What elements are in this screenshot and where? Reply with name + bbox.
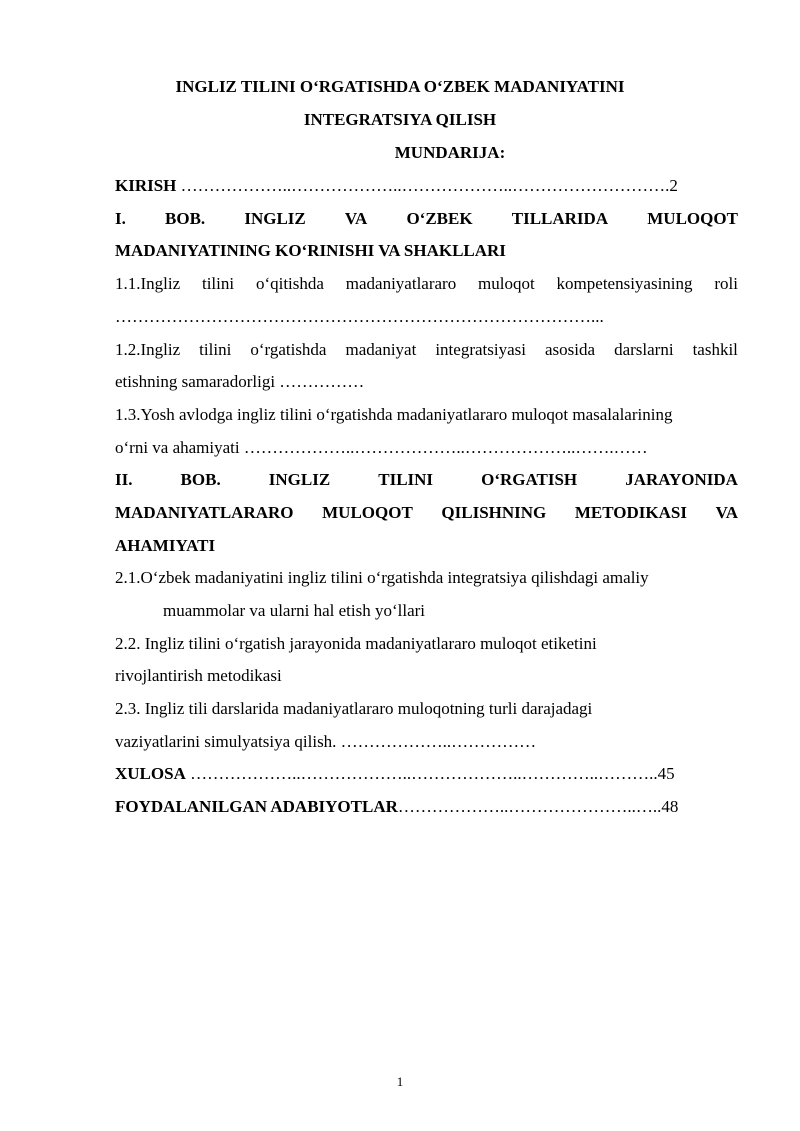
toc-section-2-3-line-1: 2.3. Ingliz tili darslarida madaniyatlararo muloqotning turli darajadagi [115,699,593,718]
toc-word: BOB. [180,470,221,489]
toc-entry-label: KIRISH [115,176,177,195]
toc-word: 1.2.Ingliz [115,340,181,359]
toc-section-2-2-line-1: 2.2. Ingliz tilini o‘rgatish jarayonida madaniyatlararo muloqot etiketini [115,634,597,653]
toc-section-1-2-line-1 [115,339,738,361]
toc-leader-dots: ………………..………………..………………..…………..………..45 [185,764,675,783]
toc-word: JARAYONIDA [625,470,738,489]
toc-word: VA [715,503,738,522]
toc-word: o‘qitishda [255,274,324,293]
toc-chapter-1-line-1 [115,208,738,230]
toc-chapter-2-line-1 [115,469,738,491]
toc-word: INGLIZ [268,470,331,489]
toc-section-2-1-line-1: 2.1.O‘zbek madaniyatini ingliz tilini o‘rgatishda integratsiya qilishdagi amaliy [115,568,649,587]
toc-word: BOB. [165,209,206,228]
toc-word: roli [714,274,738,293]
toc-word: o‘rgatishda [250,340,327,359]
toc-word: TILLARIDA [511,209,609,228]
document-title-line-2: INTEGRATSIYA QILISH [303,110,497,129]
toc-section-2-1-line-2: muammolar va ularni hal etish yo‘llari [163,601,426,620]
toc-word: QILISHNING [441,503,547,522]
toc-word: MULOQOT [322,503,413,522]
toc-word: tilini [199,340,232,359]
toc-chapter-2-line-3: AHAMIYATI [115,536,216,555]
toc-entry-intro [115,175,678,197]
toc-leader-dots: ………………..………………..………………..……………………….2 [176,176,678,195]
toc-word: kompetensiyasining [556,274,693,293]
toc-word: O‘ZBEK [406,209,473,228]
toc-entry-conclusion [115,763,675,785]
toc-leader-dots: ………………..…………………..…..48 [397,797,679,816]
toc-word: muloqot [478,274,535,293]
toc-word: MULOQOT [647,209,738,228]
toc-section-1-3-line-2: o‘rni va ahamiyati ………………..………………..………………..…….…… [115,438,648,457]
toc-word: madaniyatlararo [345,274,457,293]
toc-word: darslarni [614,340,674,359]
toc-section-1-3-line-1: 1.3.Yosh avlodga ingliz tilini o‘rgatishda madaniyatlararo muloqot masalalarining [115,405,673,424]
toc-word: METODIKASI [574,503,687,522]
toc-entry-label: XULOSA [115,764,186,783]
toc-section-1-1-line-2: …………………………………………………………………………... [115,307,604,326]
toc-chapter-1-line-2: MADANIYATINING KO‘RINISHI VA SHAKLLARI [115,241,506,260]
toc-word: VA [344,209,368,228]
toc-word: integratsiyasi [435,340,526,359]
toc-word: TILINI [378,470,434,489]
toc-word: O‘RGATISH [481,470,578,489]
toc-chapter-2-line-2 [115,502,738,524]
toc-word: I. [115,209,126,228]
page-number: 1 [396,1074,404,1089]
toc-word: MADANIYATLARARO [115,503,294,522]
toc-section-1-2-line-2: etishning samaradorligi …………… [115,372,365,391]
toc-word: tilini [201,274,235,293]
toc-word: II. [115,470,133,489]
document-title-line-1: INGLIZ TILINI O‘RGATISHDA O‘ZBEK MADANIYATINI [175,77,625,96]
toc-word: INGLIZ [244,209,306,228]
toc-section-2-3-line-2: vaziyatlarini simulyatsiya qilish. ………………..…………… [115,732,537,751]
toc-section-1-1-line-1 [115,273,738,295]
toc-word: madaniyat [345,340,417,359]
contents-heading: MUNDARIJA: [394,143,506,162]
toc-word: tashkil [692,340,738,359]
toc-entry-label: FOYDALANILGAN ADABIYOTLAR [115,797,398,816]
toc-entry-references [115,796,678,818]
toc-word: asosida [545,340,596,359]
toc-word: 1.1.Ingliz [115,274,181,293]
toc-section-2-2-line-2: rivojlantirish metodikasi [115,666,282,685]
